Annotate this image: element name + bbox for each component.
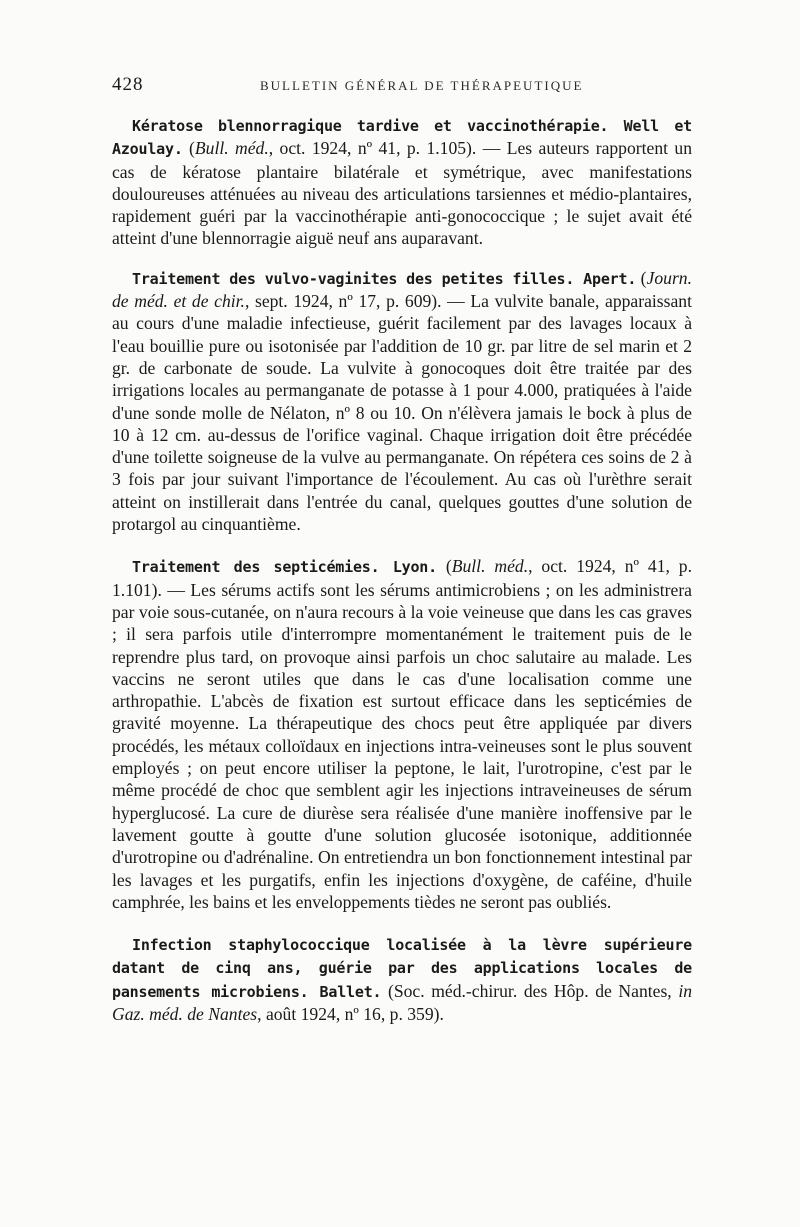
article-reference: , oct. 1924, nº 41, p. 1.105). (268, 138, 477, 159)
article-vulvo-vaginites (112, 267, 692, 536)
article-reference-open: ( (182, 138, 195, 159)
article-title: Traitement des septicémies. Lyon. (132, 558, 437, 577)
page-header (112, 74, 692, 100)
article-reference-open: (Soc. méd.-chirur. des Hôp. de Nantes, (381, 980, 679, 1001)
article-column (112, 114, 692, 1043)
article-staphylococcique (112, 933, 692, 1025)
journal-name: in Gaz. méd. de Nantes (112, 980, 692, 1024)
article-title: Kératose blennorragique tardive et vaccinothérapie. Well et Azoulay. (112, 117, 692, 159)
article-reference-open: ( (636, 267, 647, 288)
journal-name: Bull. méd. (194, 138, 269, 159)
journal-name: Bull. méd. (451, 556, 529, 577)
journal-name: Journ. de méd. et de chir. (112, 267, 692, 312)
article-body: — Les sérums actifs sont les sérums antimicrobiens ; on les administrera par voie sous-cutanée, on n'aura recours à la voie veineuse que dans les cas graves ; il sera parfois utile d'interrompre momentanément le traitement puis de le reprendre plus tard, on provoque ainsi parfois un choc salutaire au malade. Les vaccins ne seront utiles que dans le cas d'une localisation comme une arthropathie. L'abcès de fixation est surtout efficace dans les septicémies de gravité moyenne. La thérapeutique des chocs peut être appliquée par divers procédés, les métaux colloïdaux en injections intra-veineuses sont le plus souvent employés ; on peut encore utiliser la peptone, le lait, l'urotropine, c'est par le même procédé de choc que semblent agir les injections intraveineuses de sérum hyperglucosé. La cure de diurèse sera réalisée d'une manière inoffensive par le lavement goutte à goutte d'une solution glucosée isotonique, additionnée d'urotropine ou d'adrénaline. On entretiendra un bon fonctionnement intestinal par les lavages et les purgatifs, enfin les injections d'oxygène, de caféine, d'huile camphrée, les bains et les enveloppements tièdes ne seront pas oubliés. (112, 579, 692, 912)
article-body: — La vulvite banale, apparaissant au cours d'une maladie infectieuse, guérit facilement par des lavages locaux à l'eau bouillie pure ou isotonisée par l'addition de 10 gr. par litre de sel marin et 2 gr. de carbonate de soude. La vulvite à gonocoques doit être traitée par des irrigations locales au permanganate de potasse à 1 pour 4.000, pratiquées à l'aide d'une sonde molle de Nélaton, nº 8 ou 10. On n'élèvera jamais le bock à plus de 10 à 12 cm. au-dessus de l'orifice vaginal. Chaque irrigation doit être précédée d'une toilette soigneuse de la vulve au permanganate. On répétera ces soins de 2 à 3 fois par jour suivant l'importance de l'écoulement. Au cas où l'urèthre serait atteint on instillerait dans l'entrée du canal, quelques gouttes d'une solution de protargol au cinquantième. (112, 291, 692, 535)
article-title: Traitement des vulvo-vaginites des petites filles. Apert. (132, 269, 637, 288)
running-title: BULLETIN GÉNÉRAL DE THÉRAPEUTIQUE (260, 78, 584, 93)
page-number: 428 (112, 74, 144, 95)
article-reference-open: ( (436, 556, 452, 577)
article-reference: , sept. 1924, nº 17, p. 609). (244, 291, 442, 312)
article-keratose (112, 114, 692, 250)
article-reference: , oct. 1924, nº 41, p. 1.101). (112, 556, 693, 600)
article-body: — Les auteurs rapportent un cas de kératose plantaire bilatérale et symétrique, avec manifestations douloureuses atténuées au niveau des articulations tarsiennes et médio-plantaires, rapidement guéri par la vaccinothérapie anti-gonococcique ; le sujet avait été atteint d'une blennorragie aiguë neuf ans auparavant. (112, 138, 692, 249)
article-reference: , août 1924, nº 16, p. 359). (257, 1003, 444, 1024)
article-septicemies (112, 555, 692, 913)
article-title: Infection staphylococcique localisée à la lèvre supérieure datant de cinq ans, guérie par des applications locales de pansements microbiens. Ballet. (112, 936, 692, 1001)
